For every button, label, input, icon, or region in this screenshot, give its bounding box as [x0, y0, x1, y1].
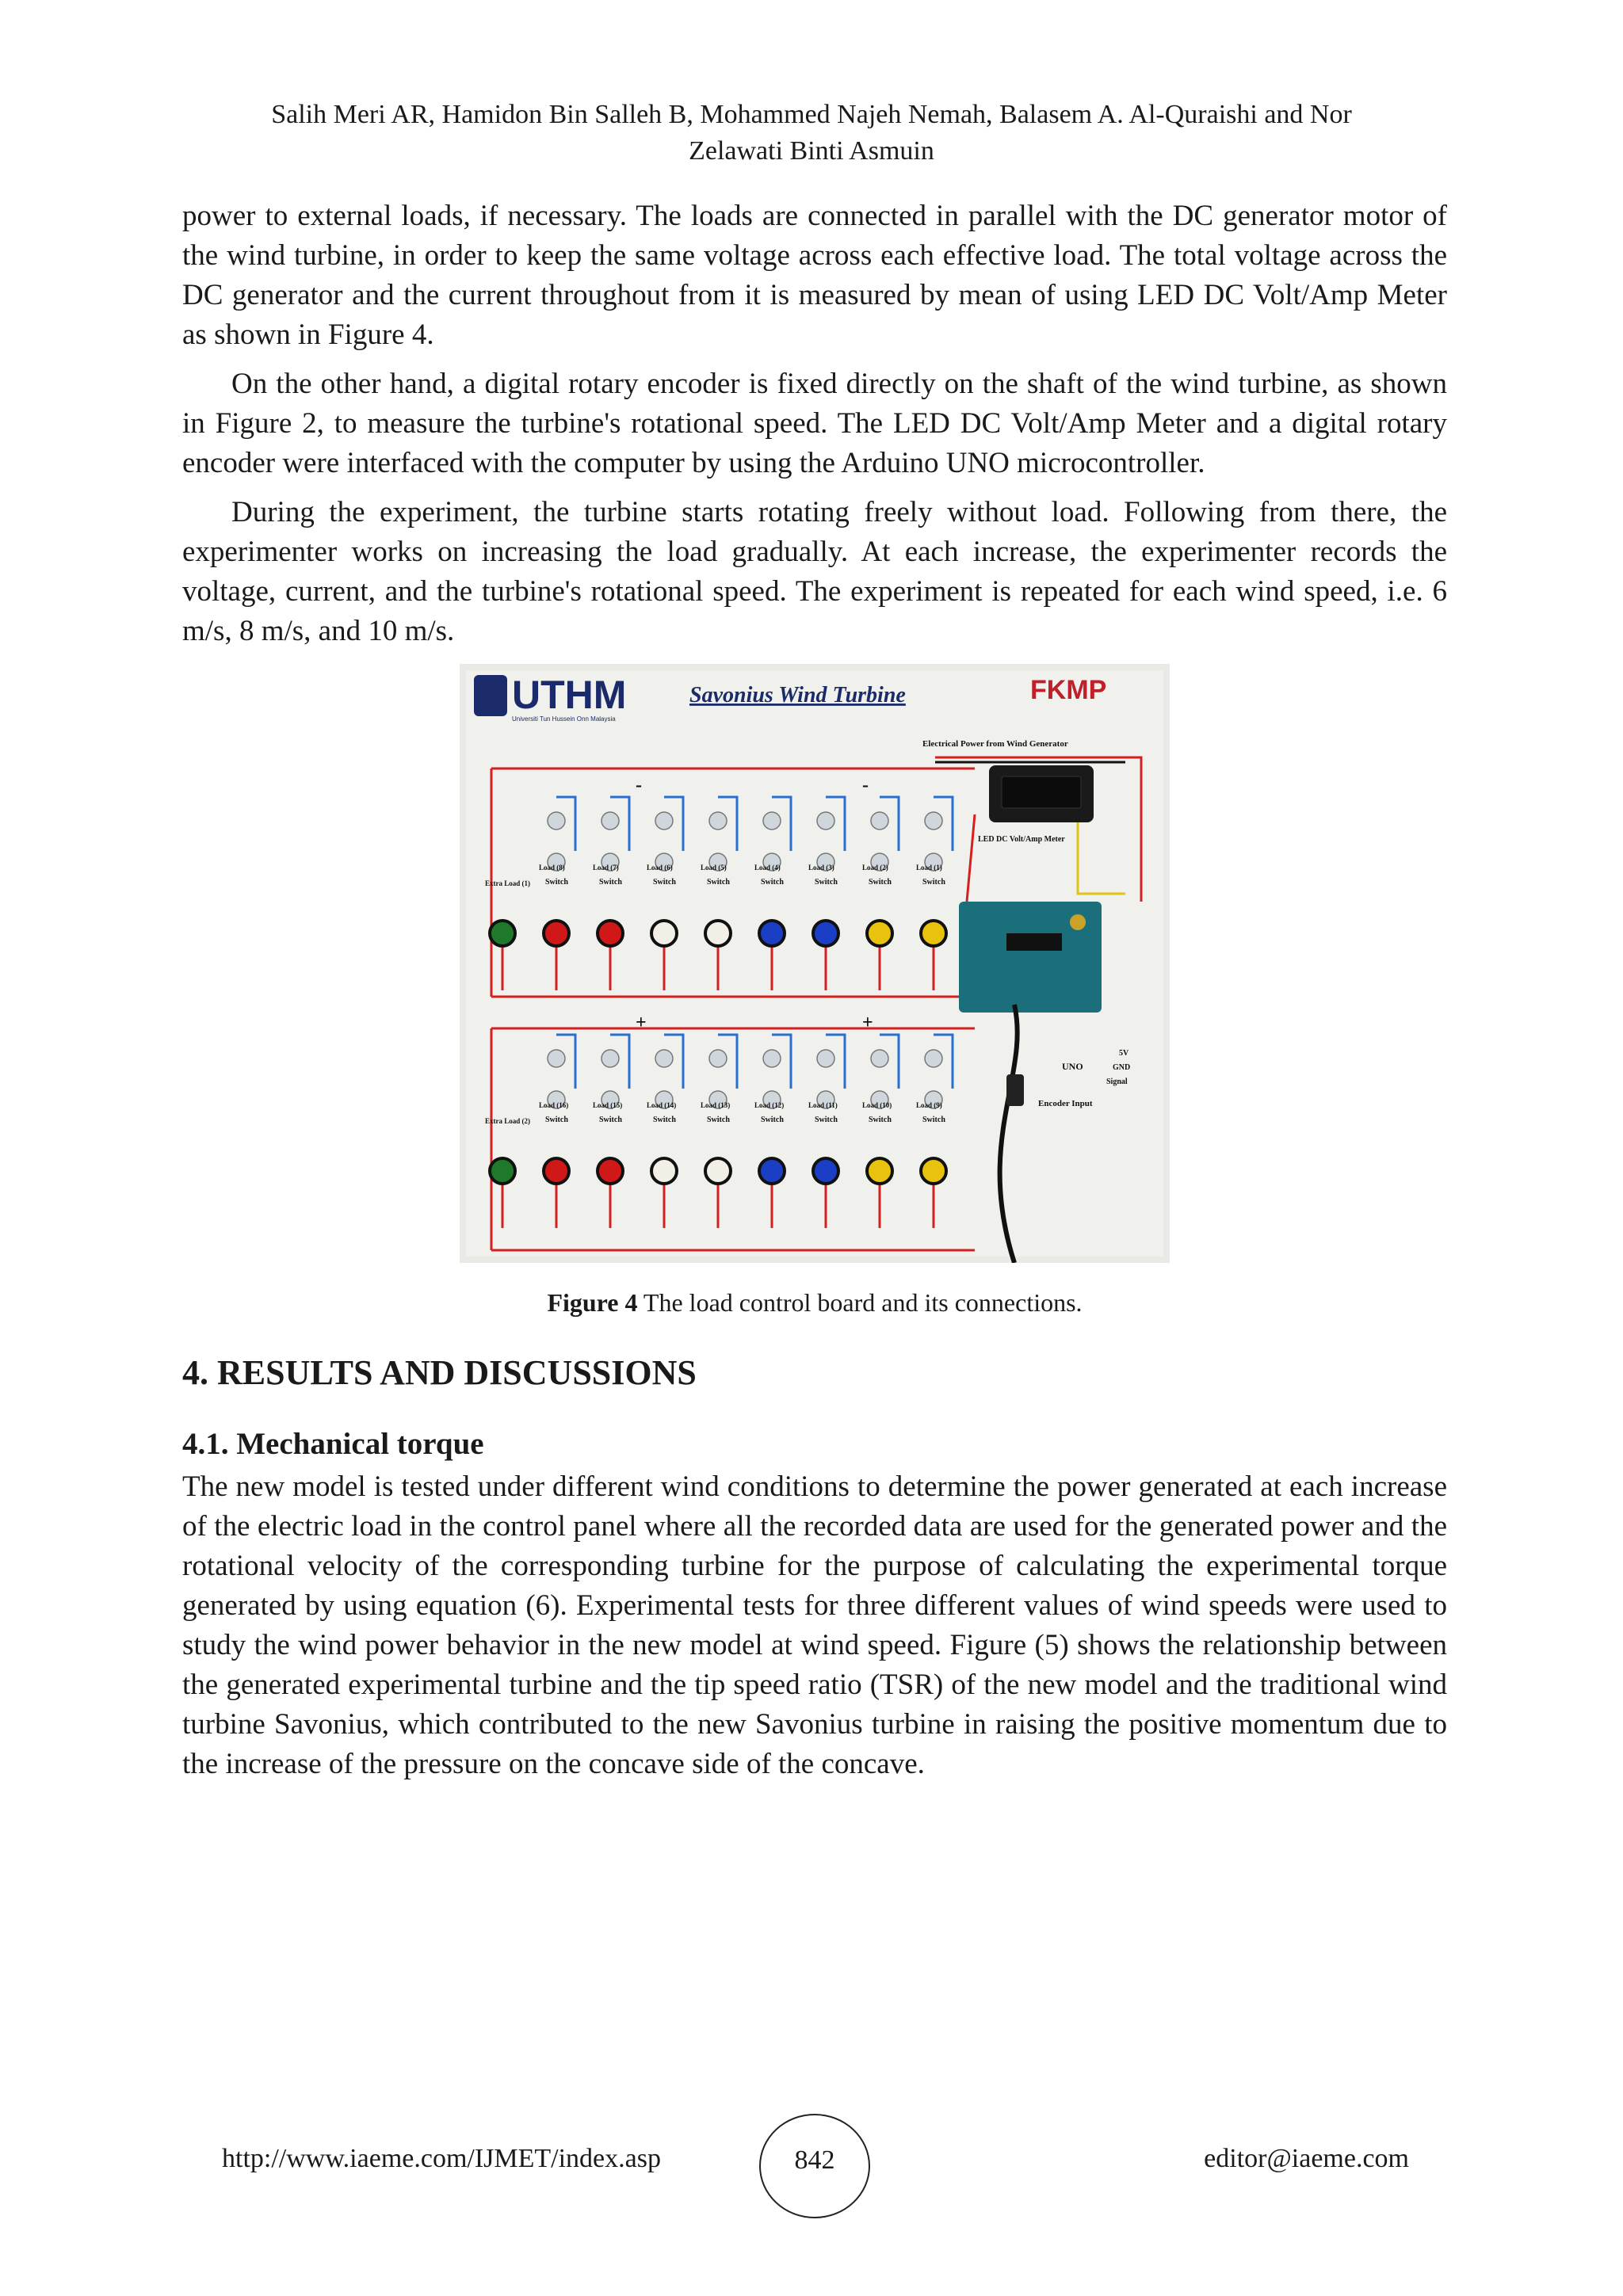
led-bulb-icon	[655, 1050, 673, 1067]
load-label: Load (14)	[647, 1101, 677, 1109]
paragraph-3: During the experiment, the turbine starts rotating freely without load. Following from there, the experimenter works on increasing the load gradually. At each increase, the experimenter records the voltage, current, and the turbine's rotational speed. The experiment is repeated for each wind speed, i.e. 6 m/s, 8 m/s, and 10 m/s.	[182, 496, 1447, 647]
load-push-button	[544, 921, 569, 946]
load-push-button	[759, 1158, 785, 1184]
load-push-button	[813, 1158, 838, 1184]
switch-label: Switch	[653, 1116, 676, 1124]
page-number: 842	[794, 2145, 835, 2175]
meter-label: LED DC Volt/Amp Meter	[978, 835, 1065, 844]
polarity-bottom-left: +	[636, 1013, 647, 1033]
load-push-button	[759, 921, 785, 946]
page-content	[182, 196, 1447, 1794]
page-number-badge	[759, 2114, 870, 2218]
load-push-button	[705, 1158, 731, 1184]
load-label: Load (16)	[539, 1101, 569, 1109]
load-label: Load (5)	[701, 864, 727, 871]
led-bulb-icon	[763, 1050, 781, 1067]
load-label: Load (12)	[754, 1101, 785, 1109]
load-push-button	[921, 921, 946, 946]
load-push-button	[598, 1158, 623, 1184]
load-push-button	[651, 1158, 677, 1184]
load-push-button	[867, 921, 892, 946]
arduino-chip	[1006, 933, 1062, 951]
load-label: Load (9)	[916, 1101, 942, 1109]
switch-label: Switch	[922, 878, 945, 887]
led-bulb-icon	[817, 812, 834, 830]
load-push-button	[651, 921, 677, 946]
header-authors-line2: Zelawati Binti Asmuin	[689, 136, 934, 166]
pin-gnd-label: GND	[1113, 1063, 1131, 1072]
load-label: Load (8)	[539, 864, 565, 871]
load-label: Load (1)	[916, 864, 942, 871]
switch-label: Switch	[869, 878, 892, 887]
switch-label: Switch	[869, 1116, 892, 1124]
load-push-button	[490, 1158, 515, 1184]
switch-label: Switch	[761, 878, 784, 887]
led-bulb-icon	[601, 812, 619, 830]
load-label: Load (6)	[647, 864, 673, 871]
load-label: Load (13)	[701, 1101, 731, 1109]
load-push-button	[705, 921, 731, 946]
polarity-top-right: -	[862, 775, 869, 795]
uthm-logo-sub: Universiti Tun Hussein Onn Malaysia	[512, 715, 616, 723]
arduino-capacitor	[1070, 914, 1086, 930]
power-label: Electrical Power from Wind Generator	[922, 739, 1068, 749]
meter-display	[1002, 776, 1081, 808]
switch-label: Switch	[599, 1116, 622, 1124]
switch-label: Switch	[707, 1116, 730, 1124]
running-header	[182, 97, 1441, 170]
pin-5v-label: 5V	[1119, 1049, 1129, 1058]
paragraph-2: On the other hand, a digital rotary encoder is fixed directly on the shaft of the wind turbine, as shown in Figure 2, to measure the turbine's rotational speed. The LED DC Volt/Amp Meter and a digital rotary encoder were interfaced with the computer by using the Arduino UNO microcontroller.	[182, 368, 1447, 479]
load-label: Load (3)	[808, 864, 834, 871]
caption-label: Figure 4	[547, 1288, 638, 1317]
switch-label: Switch	[815, 878, 838, 887]
load-push-button	[544, 1158, 569, 1184]
polarity-bottom-right: +	[862, 1013, 873, 1033]
led-bulb-icon	[925, 1050, 942, 1067]
load-label: Load (2)	[862, 864, 888, 871]
pin-signal-label: Signal	[1106, 1077, 1128, 1086]
polarity-top-left: -	[636, 775, 642, 795]
load-push-button	[921, 1158, 946, 1184]
uthm-logo: UTHM	[512, 673, 627, 717]
section-heading: 4. RESULTS AND DISCUSSIONS	[182, 1353, 697, 1392]
section-paragraph: The new model is tested under different wind conditions to determine the power generated at each increase of the electric load in the control panel where all the recorded data are used for the generated power and the rotational velocity of the corresponding turbine for the purpose of calculating the experimental torque generated by using equation (6). Experimental tests for three different values of wind speeds were used to study the wind power behavior in the new model at wind speed. Figure (5) shows the relationship between the generated experimental turbine and the tip speed ratio (TSR) of the new model and the traditional wind turbine Savonius, which contributed to the new Savonius turbine in raising the positive momentum due to the increase of the pressure on the concave side of the concave.	[182, 1470, 1447, 1780]
switch-label: Switch	[707, 878, 730, 887]
load-label: Extra Load (1)	[485, 879, 530, 887]
led-bulb-icon	[871, 1050, 888, 1067]
load-label: Load (7)	[593, 864, 619, 871]
arduino-label: UNO	[1062, 1061, 1083, 1072]
led-bulb-icon	[709, 1050, 727, 1067]
switch-label: Switch	[815, 1116, 838, 1124]
switch-label: Switch	[761, 1116, 784, 1124]
uthm-shield-icon	[474, 675, 507, 716]
encoder-label: Encoder Input	[1038, 1099, 1093, 1108]
load-push-button	[598, 921, 623, 946]
switch-label: Switch	[545, 1116, 568, 1124]
led-bulb-icon	[871, 812, 888, 830]
fkmp-logo: FKMP	[1030, 675, 1107, 705]
led-bulb-icon	[763, 812, 781, 830]
led-bulb-icon	[601, 1050, 619, 1067]
footer-url-link[interactable]: http://www.iaeme.com/IJMET/index.asp	[222, 2144, 661, 2173]
load-label: Extra Load (2)	[485, 1117, 530, 1125]
subsection-heading: 4.1. Mechanical torque	[182, 1427, 484, 1461]
load-control-board-photo	[460, 664, 1170, 1263]
paragraph-1: power to external loads, if necessary. The loads are connected in parallel with the DC generator motor of the wind turbine, in order to keep the same voltage across each effective load. The total voltage across the DC generator and the current throughout from it is measured by mean of using LED DC Volt/Amp Meter as shown in Figure 4.	[182, 200, 1447, 351]
load-label: Load (15)	[593, 1101, 623, 1109]
caption-text: The load control board and its connections.	[637, 1288, 1083, 1317]
load-push-button	[867, 1158, 892, 1184]
load-label: Load (4)	[754, 864, 781, 871]
led-bulb-icon	[817, 1050, 834, 1067]
board-title: Savonius Wind Turbine	[689, 683, 906, 707]
load-label: Load (11)	[808, 1101, 838, 1109]
header-authors-line1: Salih Meri AR, Hamidon Bin Salleh B, Mohammed Najeh Nemah, Balasem A. Al-Quraishi and Nor	[271, 100, 1352, 129]
led-bulb-icon	[709, 812, 727, 830]
switch-label: Switch	[653, 878, 676, 887]
figure-4	[460, 664, 1170, 1263]
led-bulb-icon	[655, 812, 673, 830]
usb-plug	[1006, 1074, 1024, 1106]
switch-label: Switch	[599, 878, 622, 887]
switch-label: Switch	[922, 1116, 945, 1124]
load-push-button	[490, 921, 515, 946]
led-bulb-icon	[925, 812, 942, 830]
load-label: Load (10)	[862, 1101, 892, 1109]
switch-label: Switch	[545, 878, 568, 887]
load-push-button	[813, 921, 838, 946]
page-footer	[0, 2114, 1623, 2217]
footer-email-link[interactable]: editor@iaeme.com	[1204, 2144, 1409, 2173]
led-bulb-icon	[548, 1050, 565, 1067]
figure-caption	[182, 1285, 1447, 1320]
led-bulb-icon	[548, 812, 565, 830]
